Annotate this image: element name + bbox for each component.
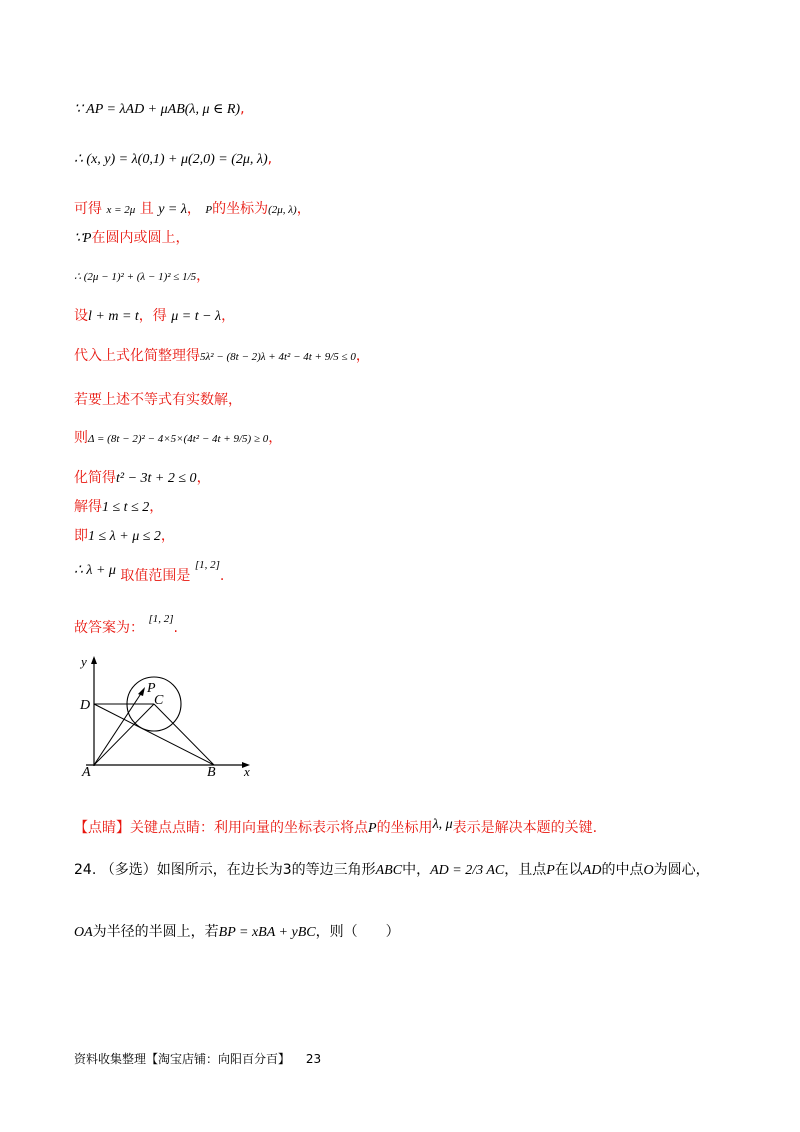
text: 则 — [74, 430, 88, 446]
math: l + m = t — [88, 309, 139, 324]
text: 解得 — [74, 499, 102, 515]
text: 在圆内或圆上， — [91, 230, 190, 246]
key-point-note — [74, 818, 597, 839]
question-number: 24. — [74, 862, 97, 878]
solution-line-3 — [74, 199, 311, 220]
question-24-line-2 — [74, 922, 400, 943]
text: 的中点 — [601, 862, 644, 878]
note-bracket: 【点睛】 — [74, 820, 130, 836]
solution-line-12 — [74, 526, 175, 547]
math: Δ = (8t − 2)² − 4×5×(4t² − 4t + 9/5) ≥ 0 — [88, 433, 269, 445]
math: λ, μ — [432, 817, 453, 832]
text: 代入上式化简整理得 — [74, 348, 200, 364]
vector-equation: ∵ AP = λAD + μAB(λ, μ ∈ R) — [74, 102, 241, 117]
math: x = 2μ — [106, 204, 136, 216]
solution-line-6 — [74, 306, 235, 327]
punct: , — [267, 151, 273, 167]
text: ，则（ ） — [315, 924, 400, 940]
text: 即 — [74, 528, 88, 544]
text: 且 — [139, 201, 154, 217]
text: ，得 — [138, 308, 167, 324]
segment-AC — [94, 704, 154, 765]
math: μ = t − λ — [171, 309, 222, 324]
segment-DB — [94, 704, 214, 765]
text: 为半径的半圆上，若 — [92, 924, 219, 940]
math: ∴ (2μ − 1)² + (λ − 1)² ≤ 1/5 — [74, 271, 197, 283]
math: OA — [74, 925, 93, 940]
footer-text: 资料收集整理【淘宝店铺：向阳百分百】 — [74, 1052, 291, 1066]
segment-CB — [154, 704, 214, 765]
text: ， — [186, 201, 201, 217]
label-C: C — [154, 693, 164, 708]
text: . — [173, 620, 178, 636]
text: 取值范围是 — [120, 568, 191, 584]
math: ∵P — [74, 231, 92, 246]
coordinate-figure — [74, 652, 274, 792]
math: 1 ≤ λ + μ ≤ 2 — [88, 529, 161, 544]
solution-line-7 — [74, 346, 370, 367]
text: ， — [268, 430, 283, 446]
label-y: y — [81, 654, 87, 669]
vector-arrow-icon — [138, 687, 145, 696]
text: 在以 — [554, 862, 583, 878]
math: BP = xBA + yBC — [218, 925, 316, 940]
text: 表示是解决本题的关键. — [452, 820, 598, 836]
solution-line-10 — [74, 468, 211, 489]
solution-line-8 — [74, 390, 242, 410]
math: ABC — [375, 863, 403, 878]
text: 设 — [74, 308, 88, 324]
solution-line-2 — [74, 149, 272, 170]
math: 1 ≤ t ≤ 2 — [102, 500, 150, 515]
text: 关键点点睛：利用向量的坐标表示将点 — [130, 820, 368, 836]
text: 化简得 — [74, 470, 116, 486]
solution-line-11 — [74, 497, 163, 518]
text: ， — [221, 308, 236, 324]
question-24-line-1 — [74, 860, 710, 881]
math: t² − 3t + 2 ≤ 0 — [116, 471, 197, 486]
text: 中， — [402, 862, 431, 878]
solution-line-1 — [74, 99, 245, 120]
math: P — [205, 204, 213, 216]
text: ， — [160, 528, 175, 544]
solution-line-4 — [74, 228, 189, 249]
text: 的坐标为 — [212, 201, 269, 217]
text: 可得 — [74, 201, 102, 217]
math: P — [546, 863, 555, 878]
punct: , — [240, 101, 245, 117]
text: （多选）如图所示，在边长为3的等边三角形 — [100, 862, 376, 878]
text: ， — [149, 499, 164, 515]
coordinate-equation: ∴ (x, y) = λ(0,1) + μ(2,0) = (2μ, λ) — [74, 152, 268, 167]
text: 故答案为： — [74, 620, 144, 636]
page-number: 23 — [305, 1052, 322, 1066]
solution-line-13 — [74, 559, 225, 584]
math: P — [368, 821, 377, 836]
math: ∴ λ + μ — [74, 563, 116, 578]
text: ， — [296, 201, 311, 217]
math: O — [643, 863, 654, 878]
math: [1, 2] — [194, 559, 220, 571]
text: ， — [196, 268, 211, 284]
y-arrow-icon — [91, 656, 97, 664]
label-A: A — [82, 765, 91, 780]
solution-line-9 — [74, 428, 282, 449]
text: 为圆心， — [653, 862, 710, 878]
math: 5λ² − (8t − 2)λ + 4t² − 4t + 9/5 ≤ 0 — [200, 351, 356, 363]
text: ， — [355, 348, 370, 364]
math: y = λ — [158, 202, 187, 217]
math: [1, 2] — [148, 613, 174, 625]
text: ，且点 — [504, 862, 547, 878]
label-P: P — [147, 681, 156, 696]
text: . — [219, 568, 225, 584]
page-footer — [74, 1050, 321, 1067]
math: AD = 2/3 AC — [430, 863, 505, 878]
text: ， — [196, 470, 211, 486]
label-B: B — [207, 765, 216, 780]
solution-line-14 — [74, 613, 178, 639]
solution-line-5 — [74, 266, 210, 287]
text: 的坐标用 — [376, 820, 433, 836]
text: 若要上述不等式有实数解， — [74, 392, 242, 408]
math: (2μ, λ) — [268, 204, 297, 216]
label-x: x — [244, 764, 250, 779]
label-D: D — [80, 698, 91, 713]
math: AD — [582, 863, 602, 878]
vector-AP — [94, 689, 144, 765]
